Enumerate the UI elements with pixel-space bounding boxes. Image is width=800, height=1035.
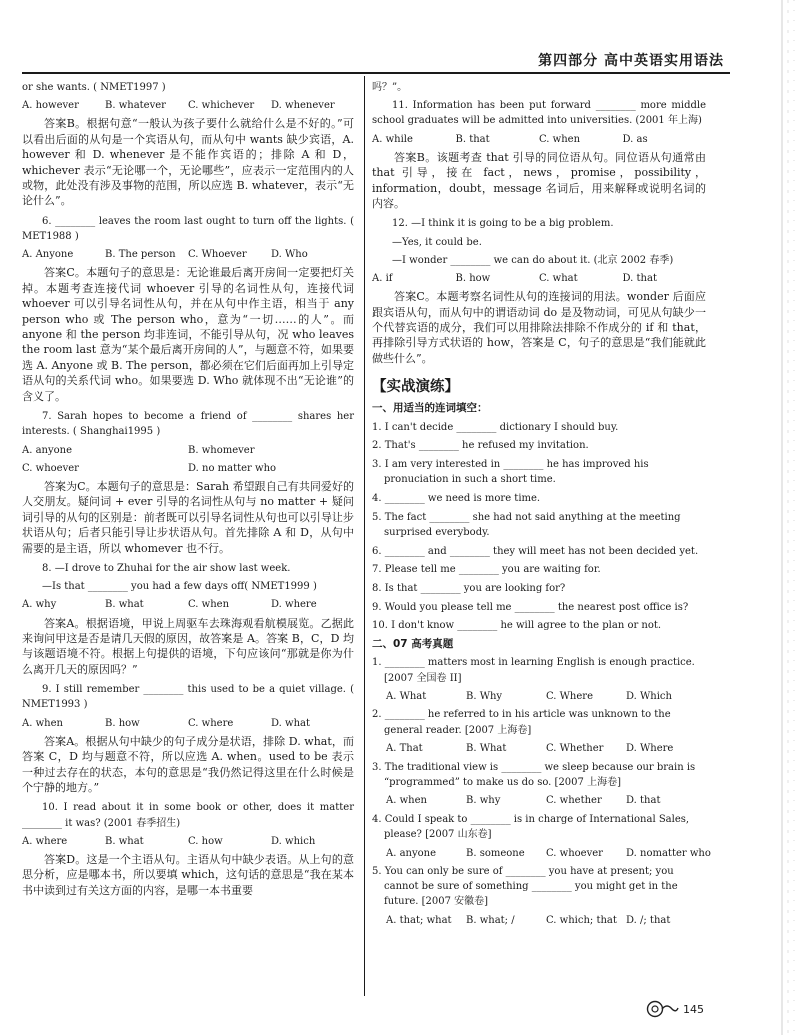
answer-options bbox=[372, 689, 706, 704]
option-item: B. whomever bbox=[188, 444, 255, 456]
scan-edge-marks bbox=[744, 0, 800, 1035]
answer-options bbox=[372, 793, 706, 808]
answer-explanation: 答案B。根据句意“一般认为孩子要什么就给什么是不好的。”可以看出后面的从句是一个宾语从句，而从句中 wants 缺少宾语，A. however 和 D. whenever 是不能作宾语的；排除 A 和 D，whichever 表示“无论哪一个，无论哪些”，应表示一定范围内的人或物，此处没有涉及事物的范围，所以应选 B. whatever，表示“无论什么”。 bbox=[22, 117, 354, 208]
exercise-item: 5. You can only be sure of ________ you have at present; you cannot be sure of something ________ you might get in the future. [2007 安徽卷] bbox=[372, 865, 678, 908]
option-item: C. Whether bbox=[546, 743, 604, 755]
option-item: D. as bbox=[622, 133, 648, 145]
answer-options bbox=[22, 461, 354, 476]
exercise-item: 1. I can't decide ________ dictionary I should buy. bbox=[372, 421, 619, 433]
answer-options bbox=[372, 741, 706, 756]
answer-options bbox=[372, 913, 706, 928]
sub-heading: 二、07 高考真题 bbox=[372, 638, 454, 651]
option-item: D. which bbox=[271, 835, 316, 847]
option-item: C. whichever bbox=[188, 100, 255, 112]
option-item: A. Anyone bbox=[22, 249, 74, 261]
section-heading: 【实战演练】 bbox=[372, 379, 459, 396]
exercise-item: 8. Is that ________ you are looking for? bbox=[372, 583, 566, 595]
left-column bbox=[22, 80, 354, 903]
exercise-item: 1. ________ matters most in learning English is enough practice. [2007 全国卷 II] bbox=[372, 657, 695, 684]
option-item: A. That bbox=[386, 743, 423, 755]
sub-heading: 一、用适当的连词填空： bbox=[372, 402, 488, 415]
option-item: D. /; that bbox=[626, 914, 671, 926]
right-column bbox=[372, 80, 711, 931]
answer-explanation: 答案C。本题句子的意思是：无论谁最后离开房间一定要把灯关掉。本题考查连接代词 whoever 引导的名词性从句，连接代词 whoever 可以引导名词性从句，并在从句中作主语，相当于 any person who 或 The person who，意为“一切……的人”。而 anyone 和 the person 均非连词，不能引导从句，况 who leaves the room last 意为“某个最后离开房间的人”，与题意不符，如果要选 A. Anyone 或 B. The person，都必须在它们后面再加上引导定语从句的关系代词 who。如果要选 D. Who 就体现不出“无论谁”的含义了。 bbox=[22, 266, 354, 403]
option-item: C. whoever bbox=[546, 847, 603, 859]
option-item: D. Which bbox=[626, 691, 672, 703]
question-text: or she wants. ( NMET1997 ) bbox=[22, 82, 166, 93]
option-item: B. Why bbox=[466, 691, 503, 703]
question-text: 10. I read about it in some book or other, does it matter ________ it was? (2001 春季招生) bbox=[22, 802, 354, 829]
answer-explanation: 答案C。本题考察名词性从句的连接词的用法。wonder 后面应跟宾语从句，而从句中的谓语动词 do 是及物动词，可见从句缺少一个代替宾语的成分，我们可以用排除法排除不作成分的 if 和 that，再排除引导方式状语的 how，答案是 C，句子的意思是“我们能就此做些什么”。 bbox=[372, 290, 706, 365]
exercise-item: 9. Would you please tell me ________ the nearest post office is? bbox=[372, 601, 689, 613]
option-item: D. Who bbox=[271, 249, 308, 261]
option-item: A. however bbox=[22, 100, 79, 112]
page-header bbox=[22, 38, 730, 74]
answer-options bbox=[372, 271, 706, 286]
option-item: D. no matter who bbox=[188, 462, 277, 474]
option-item: C. how bbox=[188, 835, 223, 847]
option-item: B. how bbox=[105, 717, 140, 729]
header-title: 第四部分 高中英语实用语法 bbox=[538, 53, 724, 69]
option-item: D. that bbox=[626, 795, 661, 807]
answer-options bbox=[372, 846, 711, 861]
question-text: —Is that ________ you had a few days off( NMET1999 ) bbox=[42, 581, 317, 593]
exercise-item: 4. Could I speak to ________ is in charge of International Sales, please? [2007 山东卷] bbox=[372, 813, 690, 840]
option-item: A. anyone bbox=[386, 847, 437, 859]
answer-options bbox=[22, 597, 354, 612]
answer-explanation: 答案D。这是一个主语从句。主语从句中缺少表语。从上句的意思分析，应是哪本书，所以要填 which，这句话的意思是“我在某本书中读到过有关这方面的内容，是哪一本书重要 bbox=[22, 853, 354, 897]
option-item: A. that; what bbox=[386, 914, 452, 926]
option-item: D. where bbox=[271, 599, 317, 611]
option-item: B. what; / bbox=[466, 914, 515, 926]
column-divider bbox=[364, 76, 365, 996]
option-item: A. where bbox=[22, 835, 68, 847]
page-number-block bbox=[645, 1000, 704, 1018]
option-item: B. what bbox=[105, 835, 144, 847]
answer-options bbox=[22, 98, 354, 113]
answer-explanation: 答案为C。本题句子的意思是：Sarah 希望跟自己有共同爱好的人交朋友。疑问词 + ever 引导的名词性从句与 no matter + 疑问词引导的从句的区别是：前者既可以引导名词性从句也可以引导让步状语从句；后者只能引导让步状语从句。首先排除 A 和 D，从句中需要的是主语，所以 whomever 也不行。 bbox=[22, 479, 354, 555]
option-item: A. if bbox=[372, 273, 393, 285]
question-text: 吗？”。 bbox=[372, 82, 408, 93]
question-text: —I wonder ________ we can do about it. (北京 2002 春季) bbox=[392, 254, 674, 266]
question-text: —Yes, it could be. bbox=[392, 236, 482, 248]
option-item: C. what bbox=[539, 273, 578, 285]
option-item: D. that bbox=[622, 273, 657, 285]
exercise-item: 6. ________ and ________ they will meet has not been decided yet. bbox=[372, 545, 699, 557]
exercise-item: 7. Please tell me ________ you are waiting for. bbox=[372, 564, 601, 576]
option-item: A. while bbox=[372, 133, 413, 145]
exercise-item: 4. ________ we need is more time. bbox=[372, 493, 541, 504]
question-text: 12. —I think it is going to be a big problem. bbox=[392, 218, 614, 230]
option-item: C. whether bbox=[546, 795, 602, 807]
option-item: A. What bbox=[386, 691, 427, 703]
answer-explanation: 答案B。该题考查 that 引导的同位语从句。同位语从句通常由 that 引导，接在 fact，news，promise，possibility，information，doubt，message 名词后，用来解释或说明名词的内容。 bbox=[372, 150, 706, 211]
option-item: C. whoever bbox=[22, 462, 79, 474]
exercise-item: 5. The fact ________ she had not said anything at the meeting surprised everybody. bbox=[372, 511, 681, 538]
option-item: A. why bbox=[22, 599, 57, 611]
answer-explanation: 答案A。根据从句中缺少的句子成分是状语，排除 D. what，而答案 C，D 均与题意不符，所以应选 A. when。used to be 表示一种过去存在的状态，本句的意思是“我仍然记得这里在什么时候是个宁静的地方。” bbox=[22, 734, 354, 795]
option-item: C. which; that bbox=[546, 914, 617, 926]
page-ornament-icon bbox=[645, 1000, 679, 1018]
option-item: B. someone bbox=[466, 847, 525, 859]
question-text: 7. Sarah hopes to become a friend of ________ shares her interests. ( Shanghai1995 ) bbox=[22, 411, 354, 438]
option-item: C. where bbox=[188, 717, 234, 729]
answer-options bbox=[372, 132, 706, 147]
answer-options bbox=[22, 247, 354, 262]
exercise-item: 3. I am very interested in ________ he has improved his pronuciation in such a short time. bbox=[372, 459, 649, 486]
option-item: B. The person bbox=[105, 249, 176, 261]
page-number: 145 bbox=[683, 1002, 704, 1016]
option-item: A. anyone bbox=[22, 444, 73, 456]
option-item: C. Where bbox=[546, 691, 593, 703]
question-text: 6. ________ leaves the room last ought to turn off the lights. ( MET1988 ) bbox=[22, 215, 354, 243]
option-item: A. when bbox=[386, 795, 427, 807]
option-item: D. whenever bbox=[271, 100, 335, 112]
option-item: C. when bbox=[539, 133, 581, 145]
exercise-item: 2. ________ he referred to in his article was unknown to the general reader. [2007 上海卷] bbox=[372, 709, 671, 736]
option-item: B. that bbox=[455, 133, 490, 145]
exercise-item: 2. That's ________ he refused my invitation. bbox=[372, 440, 589, 452]
option-item: B. whatever bbox=[105, 100, 166, 112]
answer-options bbox=[22, 834, 354, 849]
option-item: C. Whoever bbox=[188, 249, 247, 261]
option-item: D. Where bbox=[626, 743, 674, 755]
answer-explanation: 答案A。根据语境，甲说上周驱车去珠海观看航模展览。乙据此来询问甲这是否是请几天假的原因，故答案是 A。答案 B，C，D 均与该题语境不符。根据上句提供的语境，下句应该问“那就是你为什么离开几天的原因吗？” bbox=[22, 616, 354, 676]
question-text: 9. I still remember ________ this used to be a quiet village. ( NMET1993 ) bbox=[22, 684, 354, 711]
answer-options bbox=[22, 716, 354, 731]
option-item: A. when bbox=[22, 717, 63, 729]
question-text: 11. Information has been put forward ________ more middle school graduates will be admitted into universities. (2001 年上海) bbox=[372, 100, 706, 127]
option-item: B. What bbox=[466, 743, 507, 755]
exercise-item: 10. I don't know ________ he will agree to the plan or not. bbox=[372, 620, 662, 632]
option-item: B. what bbox=[105, 599, 144, 611]
option-item: D. nomatter who bbox=[626, 847, 711, 859]
question-text: 8. —I drove to Zhuhai for the air show last week. bbox=[42, 562, 291, 574]
answer-options bbox=[22, 443, 354, 458]
exercise-item: 3. The traditional view is ________ we sleep because our brain is “programmed” to make us do so. [2007 上海卷] bbox=[372, 761, 696, 788]
option-item: B. why bbox=[466, 795, 501, 807]
option-item: D. what bbox=[271, 717, 310, 729]
option-item: C. when bbox=[188, 599, 230, 611]
option-item: B. how bbox=[455, 273, 491, 285]
